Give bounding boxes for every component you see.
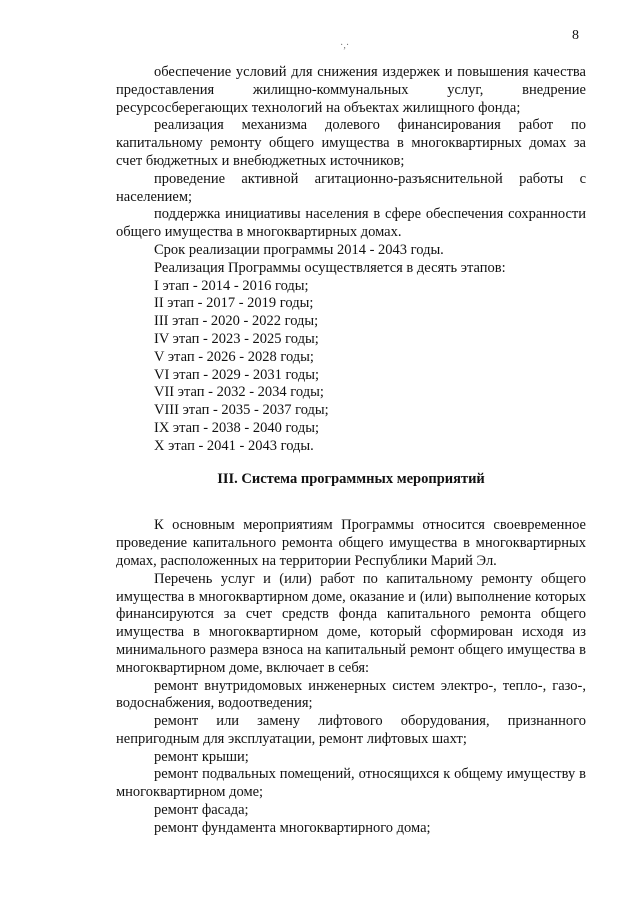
stage-item: X этап - 2041 - 2043 годы. xyxy=(154,437,314,454)
paragraph: Перечень услуг и (или) работ по капитальному ремонту общего имущества в многоквартирном доме, оказание и (или) выполнение которых финансируются за счет средств фонда капитального ремонта общего имущества в многоквартирном доме, который сформирован исходя из минимального размера взноса на капитальный ремонт общего имущества в многоквартирном доме, включает в себя: xyxy=(116,570,586,676)
stage-item: VI этап - 2029 - 2031 годы; xyxy=(154,366,320,383)
paragraph: проведение активной агитационно-разъяснительной работы с населением; xyxy=(116,170,586,205)
paragraph: ремонт фундамента многоквартирного дома; xyxy=(154,819,431,836)
paragraph: поддержка инициативы населения в сфере обеспечения сохранности общего имущества в многоквартирных домах. xyxy=(116,206,586,241)
paragraph: ремонт фасада; xyxy=(154,802,249,819)
section-title: III. Система программных мероприятий xyxy=(217,470,485,487)
paragraph: ремонт или замену лифтового оборудования, признанного непригодным для эксплуатации, ремонт лифтовых шахт; xyxy=(116,713,586,747)
stage-item: VIII этап - 2035 - 2037 годы; xyxy=(154,402,329,419)
paragraph: ремонт подвальных помещений, относящихся к общему имуществу в многоквартирном доме; xyxy=(116,766,586,801)
stage-item: V этап - 2026 - 2028 годы; xyxy=(154,348,314,365)
scan-artifact: ·,· xyxy=(340,40,350,51)
stage-item: III этап - 2020 - 2022 годы; xyxy=(154,313,319,330)
page-number: 8 xyxy=(572,28,579,43)
paragraph: реализация механизма долевого финансирования работ по капитальному ремонту общего имущества в многоквартирных домах за счет бюджетных и внебюджетных источников; xyxy=(116,117,586,169)
stage-item: VII этап - 2032 - 2034 годы; xyxy=(154,384,324,401)
stages-list xyxy=(116,278,586,456)
stage-item: II этап - 2017 - 2019 годы; xyxy=(154,295,314,312)
paragraph: ремонт внутридомовых инженерных систем электро-, тепло-, газо-, водоснабжения, водоотведения; xyxy=(116,677,586,712)
stage-item: I этап - 2014 - 2016 годы; xyxy=(154,277,309,294)
paragraph: Реализация Программы осуществляется в десять этапов: xyxy=(154,259,506,276)
stage-item: IV этап - 2023 - 2025 годы; xyxy=(154,330,319,347)
stage-item: IX этап - 2038 - 2040 годы; xyxy=(154,419,320,436)
document-body xyxy=(116,64,586,838)
paragraph: обеспечение условий для снижения издержек и повышения качества предоставления жилищно-коммунальных услуг, внедрение ресурсосберегающих технологий на объектах жилищного фонда; xyxy=(116,64,586,116)
paragraph: К основным мероприятиям Программы относится своевременное проведение капитального ремонта общего имущества в многоквартирных домах, расположенных на территории Республики Марий Эл. xyxy=(116,517,586,569)
paragraph: ремонт крыши; xyxy=(154,748,249,765)
paragraph: Срок реализации программы 2014 - 2043 годы. xyxy=(154,241,444,258)
